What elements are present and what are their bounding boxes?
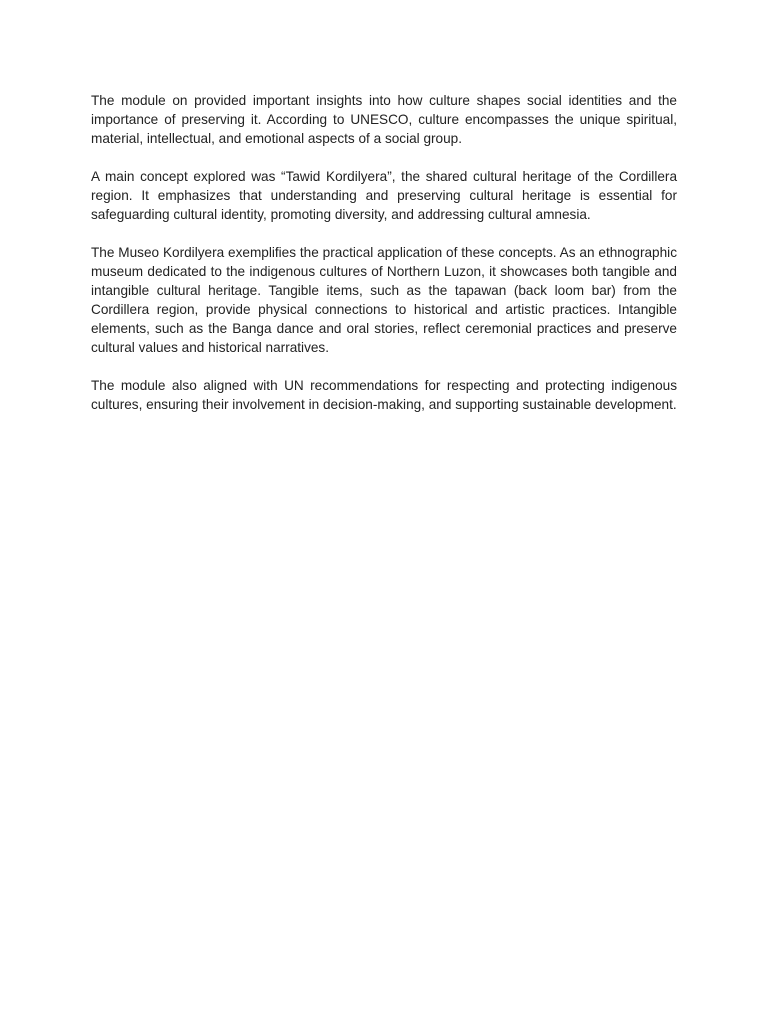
paragraph-museo-kordilyera: The Museo Kordilyera exemplifies the practical application of these concepts. As an ethnographic museum dedicated to the indigenous cultures of Northern Luzon, it showcases both tangible and intangible cultural heritage. Tangible items, such as the tapawan (back loom bar) from the Cordillera region, provide physical connections to historical and artistic practices. Intangible elements, such as the Banga dance and oral stories, reflect ceremonial practices and preserve cultural values and historical narratives. xyxy=(91,245,677,355)
document-body xyxy=(91,91,677,433)
paragraph-tawid-kordilyera: A main concept explored was “Tawid Kordilyera”, the shared cultural heritage of the Cordillera region. It emphasizes that understanding and preserving cultural heritage is essential for safeguarding cultural identity, promoting diversity, and addressing cultural amnesia. xyxy=(91,169,677,222)
paragraph-un-recommendations: The module also aligned with UN recommendations for respecting and protecting indigenous cultures, ensuring their involvement in decision-making, and supporting sustainable development. xyxy=(91,378,677,412)
paragraph-culture-intro: The module on provided important insights into how culture shapes social identities and the importance of preserving it. According to UNESCO, culture encompasses the unique spiritual, material, intellectual, and emotional aspects of a social group. xyxy=(91,93,677,146)
